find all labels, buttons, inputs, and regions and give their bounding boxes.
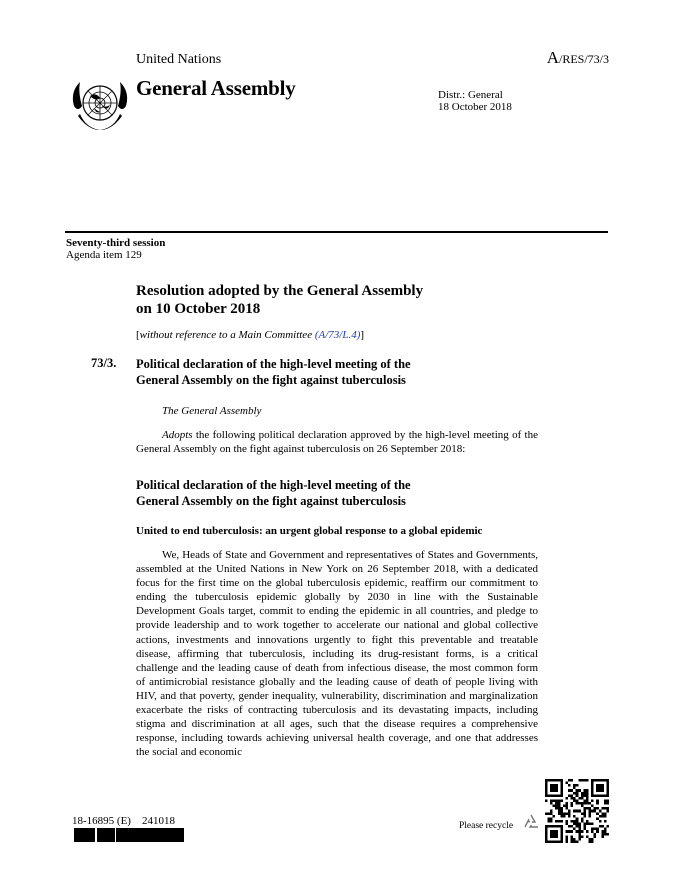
session-info <box>66 237 165 261</box>
ref-text: without reference to a Main Committee <box>139 329 313 341</box>
declaration-title-line2: General Assembly on the fight against tuberculosis <box>136 494 406 508</box>
distribution-label: Distr.: General <box>438 89 503 101</box>
ref-close: ] <box>360 329 365 341</box>
resolution-heading <box>136 356 536 388</box>
resolution-title-line2: on 10 October 2018 <box>136 301 261 317</box>
resolution-title <box>136 282 536 318</box>
declaration-title <box>136 477 536 509</box>
document-number: 18-16895 (E) 241018 <box>72 815 175 827</box>
header-divider <box>65 231 608 233</box>
qr-code-icon <box>545 779 609 843</box>
declaration-paragraph: We, Heads of State and Government and representatives of States and Governments, assembled at the United Nations in New York on 26 September 2018, with a dedicated focus for the first time on the global tuberculosis epidemic, reaffirm our commitment to ending the tuberculosis epidemic globally by 2030 in line with the Sustainable Development Goals target, commit to ending the epidemic in all countries, and pledge to provide leadership and to work together to accelerate our national and global collective actions, investments and innovations urgently to fight this preventable and treatable disease, affirming that tuberculosis, including its drug-resistant forms, is a critical challenge and the leading cause of death from infectious disease, the most common form of antimicrobial resistance globally and the leading cause of death of people living with HIV, and that poverty, gender inequality, vulnerability, discrimination and marginalization exacerbate the risks of contracting tuberculosis and its devastating impacts, including stigma and discrimination at all ages, such that the disease requires a comprehensive response, including towards achieving universal health coverage, and one that addresses the social and economic <box>136 549 538 759</box>
agenda-item: Agenda item 129 <box>66 249 142 261</box>
adopts-text: the following political declaration approved by the high-level meeting of the General Assembly on the fight against tuberculosis on 26 September 2018: <box>136 429 538 455</box>
organization-name: United Nations <box>136 52 222 67</box>
declaration-title-line1: Political declaration of the high-level meeting of the <box>136 478 411 492</box>
declaration-subheading: United to end tuberculosis: an urgent global response to a global epidemic <box>136 525 483 537</box>
adopts-paragraph <box>136 428 538 456</box>
page-title: General Assembly <box>136 76 296 100</box>
session-name: Seventy-third session <box>66 237 166 249</box>
ref-open: [ <box>136 329 140 341</box>
committee-reference <box>136 329 364 341</box>
adopts-word: Adopts <box>162 429 193 441</box>
the-general-assembly: The General Assembly <box>162 405 262 417</box>
document-link[interactable]: (A/73/L.4) <box>314 329 361 341</box>
resolution-heading-line2: General Assembly on the fight against tuberculosis <box>136 373 406 387</box>
issue-date: 18 October 2018 <box>438 101 512 113</box>
barcode-icon <box>72 828 184 842</box>
document-symbol <box>547 48 609 68</box>
symbol-letter: A <box>546 48 559 67</box>
recycle-icon <box>520 812 542 834</box>
resolution-title-line1: Resolution adopted by the General Assembly <box>136 283 424 299</box>
un-emblem-icon <box>68 76 132 134</box>
please-recycle-label: Please recycle <box>459 821 514 831</box>
distribution-info <box>438 89 512 113</box>
resolution-number: 73/3. <box>91 356 117 370</box>
symbol-code: /RES/73/3 <box>558 52 609 66</box>
resolution-heading-line1: Political declaration of the high-level meeting of the <box>136 357 411 371</box>
